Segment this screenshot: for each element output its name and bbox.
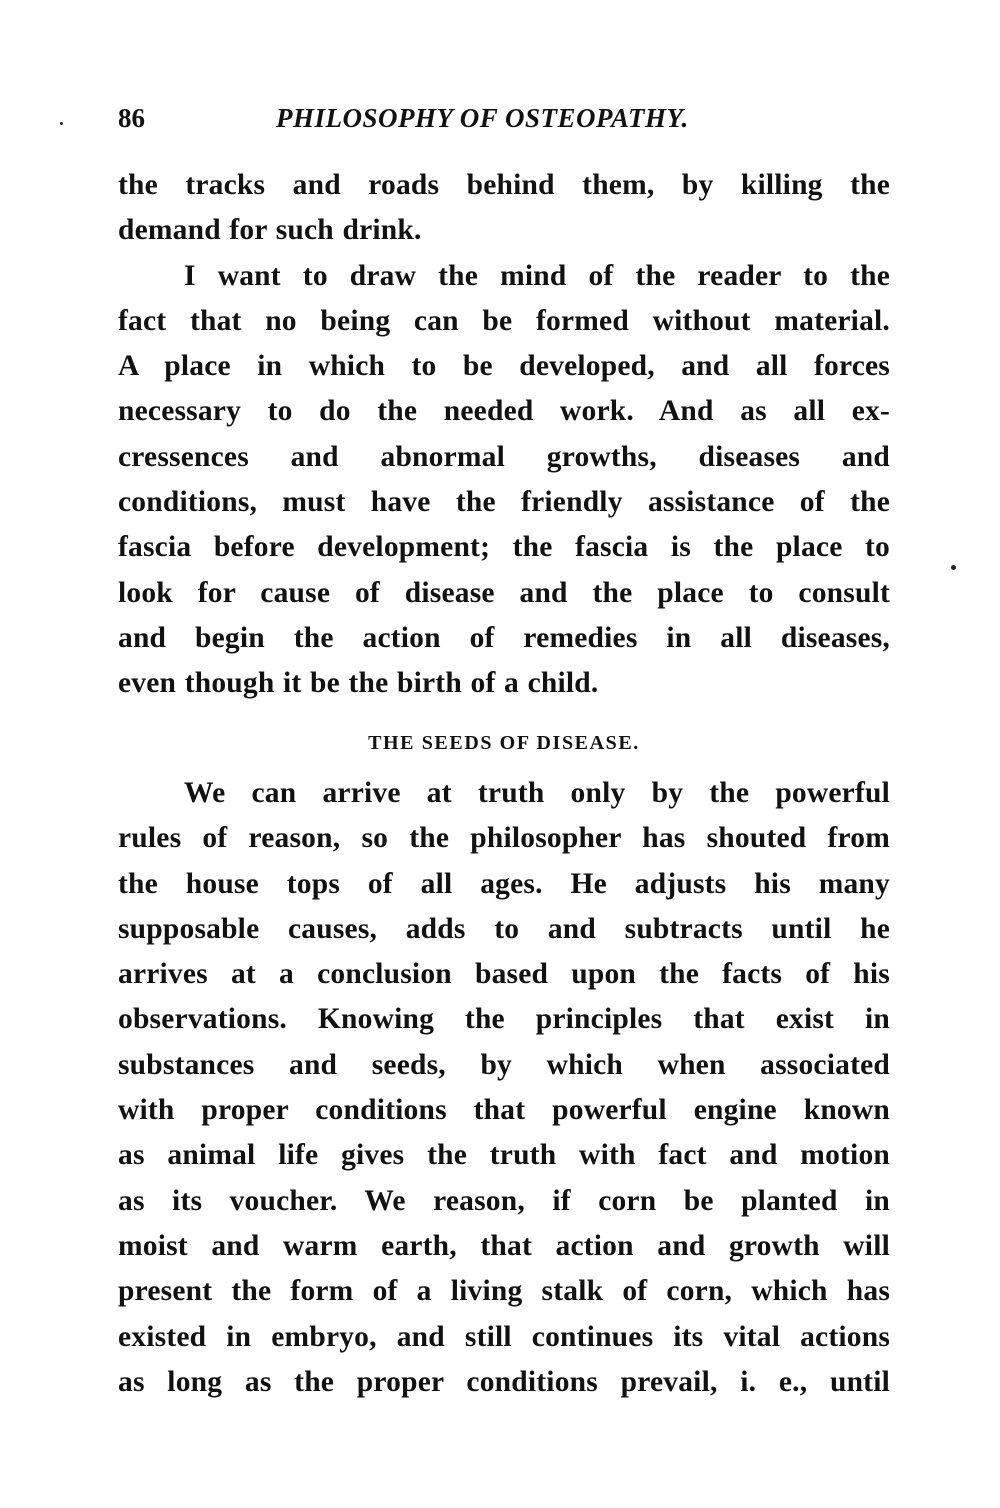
text-line: the tracks and roads behind them, by killing the	[118, 169, 890, 201]
paragraph	[118, 254, 890, 707]
page-number: 86	[118, 103, 145, 133]
section-heading: THE SEEDS OF DISEASE.	[368, 732, 640, 754]
margin-speck	[60, 122, 63, 125]
text-line: fascia before development; the fascia is the place to	[118, 531, 890, 564]
text-line: as its voucher. We reason, if corn be planted in	[118, 1184, 890, 1217]
text-line: rules of reason, so the philosopher has shouted from	[118, 822, 890, 855]
text-line: arrives at a conclusion based upon the facts of his	[118, 958, 890, 991]
text-line: even though it be the birth of a child.	[118, 667, 599, 700]
text-line: with proper conditions that powerful engine known	[118, 1094, 890, 1127]
paragraph	[118, 163, 890, 254]
margin-speck	[951, 565, 956, 570]
text-line: moist and warm earth, that action and growth will	[118, 1229, 890, 1262]
text-line: demand for such drink.	[118, 214, 422, 247]
text-line: existed in embryo, and still continues its vital actions	[118, 1320, 890, 1353]
text-line: substances and seeds, by which when associated	[118, 1048, 890, 1081]
text-line: cressences and abnormal growths, diseases and	[118, 440, 890, 473]
text-line: fact that no being can be formed without material.	[118, 304, 890, 337]
text-line: supposable causes, adds to and subtracts until he	[118, 912, 890, 945]
body-text-section	[118, 771, 890, 1405]
text-line: conditions, must have the friendly assistance of the	[118, 486, 890, 519]
running-head	[118, 98, 898, 138]
body-text-top	[118, 163, 890, 707]
text-line: I want to draw the mind of the reader to the	[184, 259, 890, 292]
text-line: and begin the action of remedies in all diseases,	[118, 621, 890, 654]
text-line: We can arrive at truth only by the powerful	[184, 777, 890, 809]
text-line: as animal life gives the truth with fact and motion	[118, 1139, 890, 1172]
text-line: present the form of a living stalk of corn, which has	[118, 1275, 890, 1308]
paragraph	[118, 771, 890, 1405]
text-line: as long as the proper conditions prevail, i. e., until	[118, 1365, 890, 1398]
running-title: PHILOSOPHY OF OSTEOPATHY.	[276, 103, 689, 133]
text-line: observations. Knowing the principles that exist in	[118, 1003, 890, 1036]
text-line: necessary to do the needed work. And as all ex-	[118, 395, 890, 428]
text-line: look for cause of disease and the place to consult	[118, 576, 890, 609]
text-line: A place in which to be developed, and all forces	[118, 350, 890, 383]
text-line: the house tops of all ages. He adjusts his many	[118, 867, 890, 900]
